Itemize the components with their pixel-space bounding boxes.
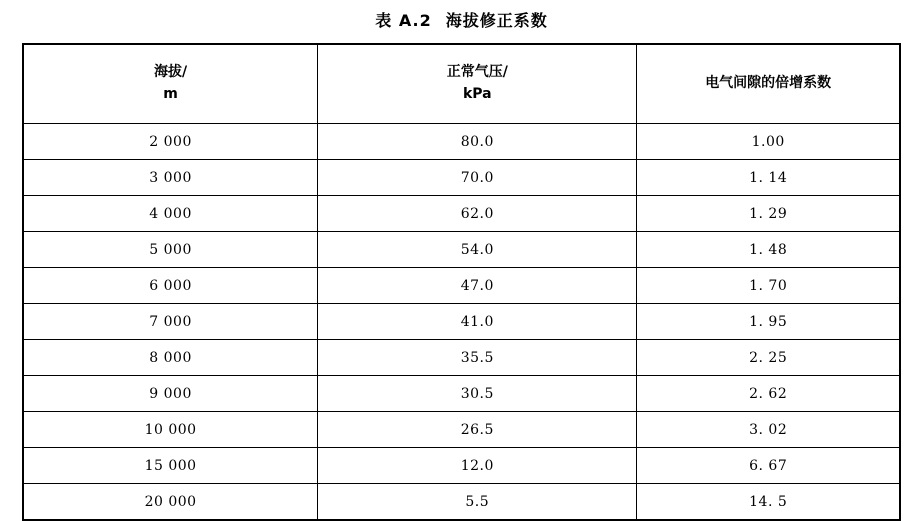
table-row bbox=[23, 124, 900, 160]
cell-factor: 1. 29 bbox=[637, 196, 900, 232]
table-caption-title: 海拔修正系数 bbox=[445, 11, 548, 30]
cell-pressure: 5.5 bbox=[318, 484, 637, 521]
column-header-pressure-line2: kPa bbox=[462, 86, 492, 102]
table-row bbox=[23, 232, 900, 268]
table-row bbox=[23, 340, 900, 376]
cell-altitude: 20 000 bbox=[23, 484, 318, 521]
cell-pressure: 47.0 bbox=[318, 268, 637, 304]
cell-factor: 1. 14 bbox=[637, 160, 900, 196]
table-caption-number: 表 A.2 bbox=[375, 11, 432, 30]
cell-altitude: 3 000 bbox=[23, 160, 318, 196]
table-row bbox=[23, 484, 900, 521]
cell-factor: 14. 5 bbox=[637, 484, 900, 521]
cell-altitude: 8 000 bbox=[23, 340, 318, 376]
cell-altitude: 4 000 bbox=[23, 196, 318, 232]
table-row bbox=[23, 448, 900, 484]
cell-pressure: 80.0 bbox=[318, 124, 637, 160]
cell-factor: 6. 67 bbox=[637, 448, 900, 484]
table-row bbox=[23, 376, 900, 412]
table-row bbox=[23, 196, 900, 232]
table-row bbox=[23, 304, 900, 340]
cell-factor: 2. 25 bbox=[637, 340, 900, 376]
cell-altitude: 7 000 bbox=[23, 304, 318, 340]
cell-altitude: 9 000 bbox=[23, 376, 318, 412]
table-row bbox=[23, 268, 900, 304]
cell-factor: 2. 62 bbox=[637, 376, 900, 412]
cell-factor: 1. 95 bbox=[637, 304, 900, 340]
table-header bbox=[23, 44, 900, 124]
altitude-correction-table bbox=[22, 43, 901, 521]
column-header-factor-line1: 电气间隙的倍增系数 bbox=[705, 74, 832, 91]
cell-pressure: 62.0 bbox=[318, 196, 637, 232]
cell-altitude: 15 000 bbox=[23, 448, 318, 484]
cell-pressure: 70.0 bbox=[318, 160, 637, 196]
cell-pressure: 26.5 bbox=[318, 412, 637, 448]
table-row bbox=[23, 160, 900, 196]
cell-factor: 1.00 bbox=[637, 124, 900, 160]
cell-altitude: 6 000 bbox=[23, 268, 318, 304]
column-header-altitude-line2: m bbox=[163, 86, 178, 102]
cell-altitude: 5 000 bbox=[23, 232, 318, 268]
cell-altitude: 2 000 bbox=[23, 124, 318, 160]
table-caption bbox=[0, 0, 923, 43]
column-header-altitude-line1: 海拔/ bbox=[154, 63, 188, 80]
column-header-pressure bbox=[318, 44, 637, 124]
column-header-altitude bbox=[23, 44, 318, 124]
table-body bbox=[23, 124, 900, 521]
table-header-row bbox=[23, 44, 900, 124]
cell-pressure: 35.5 bbox=[318, 340, 637, 376]
cell-pressure: 12.0 bbox=[318, 448, 637, 484]
cell-altitude: 10 000 bbox=[23, 412, 318, 448]
cell-factor: 1. 70 bbox=[637, 268, 900, 304]
cell-pressure: 41.0 bbox=[318, 304, 637, 340]
cell-factor: 1. 48 bbox=[637, 232, 900, 268]
table-row bbox=[23, 412, 900, 448]
column-header-factor bbox=[637, 44, 900, 124]
column-header-pressure-line1: 正常气压/ bbox=[446, 63, 508, 80]
cell-factor: 3. 02 bbox=[637, 412, 900, 448]
cell-pressure: 30.5 bbox=[318, 376, 637, 412]
cell-pressure: 54.0 bbox=[318, 232, 637, 268]
table-container bbox=[22, 43, 901, 521]
